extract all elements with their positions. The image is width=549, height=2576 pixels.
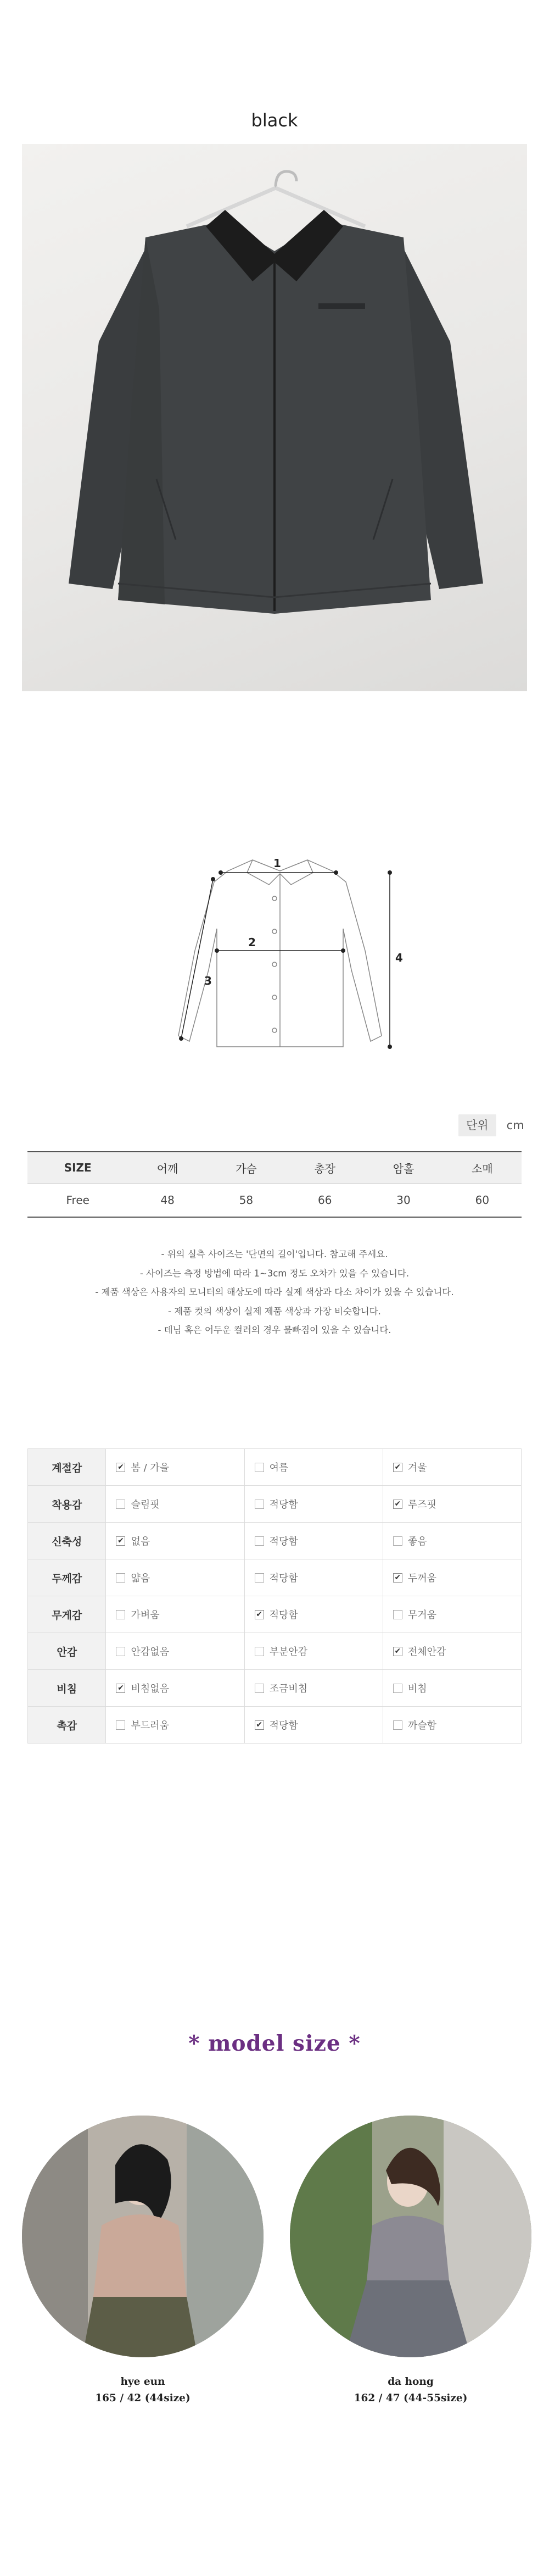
feature-option-label: 슬림핏 — [131, 1499, 160, 1511]
feature-option[interactable] — [383, 1523, 521, 1559]
feature-option[interactable] — [106, 1596, 244, 1633]
feature-option-label: 루즈핏 — [407, 1499, 436, 1511]
note-line: - 제품 색상은 사용자의 모니터의 해상도에 따라 실제 색상과 다소 차이가 있을 수 있습니다. — [95, 1287, 454, 1297]
feature-option[interactable] — [106, 1486, 244, 1523]
feature-option[interactable] — [383, 1559, 521, 1596]
checkbox-icon[interactable] — [393, 1720, 402, 1730]
note-line: - 위의 실측 사이즈는 '단면의 길이'입니다. 참고해 주세요. — [161, 1249, 388, 1259]
checkbox-icon[interactable] — [255, 1463, 264, 1472]
length-header: 총장 — [285, 1152, 364, 1184]
feature-row — [28, 1633, 522, 1670]
feature-option-label: 봄 / 가을 — [131, 1462, 170, 1474]
size-table — [27, 1151, 522, 1218]
jacket-illustration — [22, 144, 527, 691]
feature-label: 신축성 — [28, 1523, 106, 1559]
feature-row — [28, 1707, 522, 1744]
checkbox-icon[interactable] — [255, 1684, 264, 1693]
diagram-label-2: 2 — [248, 936, 256, 949]
model-name: hye eun — [120, 2376, 165, 2388]
feature-label: 안감 — [28, 1633, 106, 1670]
feature-option-label: 여름 — [269, 1462, 289, 1474]
armhole-cell: 30 — [364, 1184, 442, 1218]
feature-option[interactable] — [244, 1707, 383, 1744]
checkbox-icon[interactable] — [393, 1684, 402, 1693]
feature-row — [28, 1559, 522, 1596]
checkbox-checked-icon[interactable]: ✔ — [393, 1463, 402, 1472]
feature-option[interactable] — [106, 1523, 244, 1559]
model-photo-da-hong — [290, 2116, 531, 2357]
feature-option-label: 조금비침 — [269, 1683, 308, 1695]
feature-option[interactable] — [383, 1486, 521, 1523]
feature-row — [28, 1670, 522, 1707]
feature-option-label: 얇음 — [131, 1573, 150, 1584]
feature-option[interactable] — [244, 1596, 383, 1633]
diagram-label-1: 1 — [273, 857, 281, 870]
model-photo-hye-eun — [22, 2116, 264, 2357]
feature-option-label: 부분안감 — [269, 1646, 308, 1658]
feature-option-label: 좋음 — [407, 1536, 427, 1547]
unit-option-cm[interactable]: cm — [506, 1119, 524, 1132]
checkbox-icon[interactable] — [393, 1536, 402, 1546]
feature-option[interactable] — [106, 1707, 244, 1744]
unit-toggle — [458, 1114, 532, 1139]
feature-option-label: 가벼움 — [131, 1609, 160, 1621]
feature-option[interactable] — [244, 1670, 383, 1707]
product-photo — [22, 144, 527, 691]
feature-row — [28, 1523, 522, 1559]
checkbox-icon[interactable] — [116, 1720, 125, 1730]
chest-cell: 58 — [207, 1184, 285, 1218]
feature-option-label: 적당함 — [269, 1720, 298, 1731]
feature-row — [28, 1486, 522, 1523]
diagram-label-3: 3 — [204, 974, 212, 987]
checkbox-checked-icon[interactable]: ✔ — [393, 1500, 402, 1509]
note-line: - 사이즈는 측정 방법에 따라 1~3cm 정도 오차가 있을 수 있습니다. — [139, 1268, 410, 1279]
checkbox-icon[interactable] — [255, 1573, 264, 1583]
size-cell: Free — [27, 1184, 128, 1218]
armhole-header: 암홀 — [364, 1152, 442, 1184]
feature-option-label: 적당함 — [269, 1573, 298, 1584]
length-cell: 66 — [285, 1184, 364, 1218]
feature-option-label: 비침없음 — [131, 1683, 170, 1695]
checkbox-icon[interactable] — [116, 1647, 125, 1656]
feature-option[interactable] — [244, 1523, 383, 1559]
model-size: 162 / 47 (44-55size) — [354, 2392, 468, 2404]
feature-option[interactable] — [383, 1449, 521, 1486]
size-table-header — [27, 1152, 522, 1184]
size-header: SIZE — [27, 1152, 128, 1184]
checkbox-icon[interactable] — [393, 1610, 402, 1619]
feature-option-label: 부드러움 — [131, 1720, 170, 1731]
size-notes — [0, 1245, 549, 1340]
model-info-da-hong — [290, 2374, 531, 2407]
checkbox-checked-icon[interactable]: ✔ — [393, 1573, 402, 1583]
shoulder-cell: 48 — [128, 1184, 206, 1218]
feature-option-label: 적당함 — [269, 1536, 298, 1547]
feature-label: 착용감 — [28, 1486, 106, 1523]
checkbox-checked-icon[interactable]: ✔ — [255, 1610, 264, 1619]
feature-option-label: 두꺼움 — [407, 1573, 436, 1584]
sleeve-header: 소매 — [443, 1152, 522, 1184]
feature-option[interactable] — [244, 1633, 383, 1670]
feature-option-label: 까슬함 — [407, 1720, 436, 1731]
feature-option-label: 없음 — [131, 1536, 150, 1547]
feature-option[interactable] — [244, 1486, 383, 1523]
feature-option-label: 적당함 — [269, 1609, 298, 1621]
feature-option-label: 적당함 — [269, 1499, 298, 1511]
feature-option[interactable] — [106, 1670, 244, 1707]
feature-option[interactable] — [244, 1559, 383, 1596]
checkbox-checked-icon[interactable]: ✔ — [116, 1463, 125, 1472]
chest-header: 가슴 — [207, 1152, 285, 1184]
feature-option-label: 겨울 — [407, 1462, 427, 1474]
checkbox-icon[interactable] — [116, 1500, 125, 1509]
note-line: - 제품 컷의 색상이 실제 제품 색상과 가장 비슷합니다. — [168, 1306, 381, 1317]
feature-option-label: 전체안감 — [407, 1646, 446, 1658]
checkbox-checked-icon[interactable]: ✔ — [116, 1536, 125, 1546]
model-size-title: * model size * — [188, 2031, 361, 2056]
checkbox-icon[interactable] — [116, 1573, 125, 1583]
checkbox-icon[interactable] — [255, 1500, 264, 1509]
note-line: - 데님 혹은 어두운 컬러의 경우 물빠짐이 있을 수 있습니다. — [158, 1325, 391, 1335]
checkbox-icon[interactable] — [255, 1647, 264, 1656]
feature-option[interactable] — [383, 1633, 521, 1670]
feature-option[interactable] — [244, 1449, 383, 1486]
feature-label: 두께감 — [28, 1559, 106, 1596]
feature-label: 계절감 — [28, 1449, 106, 1486]
feature-option[interactable] — [383, 1707, 521, 1744]
feature-label: 촉감 — [28, 1707, 106, 1744]
checkbox-icon[interactable] — [116, 1610, 125, 1619]
feature-option[interactable] — [383, 1596, 521, 1633]
checkbox-checked-icon[interactable]: ✔ — [393, 1647, 402, 1656]
feature-option[interactable] — [106, 1449, 244, 1486]
diagram-label-4: 4 — [395, 951, 403, 964]
shoulder-header: 어깨 — [128, 1152, 206, 1184]
sleeve-cell: 60 — [443, 1184, 522, 1218]
feature-row — [28, 1449, 522, 1486]
feature-label: 비침 — [28, 1670, 106, 1707]
feature-option[interactable] — [106, 1633, 244, 1670]
checkbox-checked-icon[interactable]: ✔ — [255, 1720, 264, 1730]
model-size: 165 / 42 (44size) — [95, 2392, 191, 2404]
table-row — [27, 1184, 522, 1218]
checkbox-checked-icon[interactable]: ✔ — [116, 1684, 125, 1693]
size-diagram — [159, 841, 412, 1066]
unit-option-label[interactable]: 단위 — [458, 1114, 496, 1136]
feature-option-label: 무거움 — [407, 1609, 436, 1621]
feature-label: 무게감 — [28, 1596, 106, 1633]
feature-option-label: 안감없음 — [131, 1646, 170, 1658]
feature-option[interactable] — [383, 1670, 521, 1707]
feature-option-label: 비침 — [407, 1683, 427, 1695]
color-label: black — [251, 110, 298, 131]
feature-option[interactable] — [106, 1559, 244, 1596]
feature-row — [28, 1596, 522, 1633]
model-info-hye-eun — [22, 2374, 264, 2407]
feature-table — [27, 1448, 522, 1744]
checkbox-icon[interactable] — [255, 1536, 264, 1546]
model-name: da hong — [388, 2376, 434, 2388]
